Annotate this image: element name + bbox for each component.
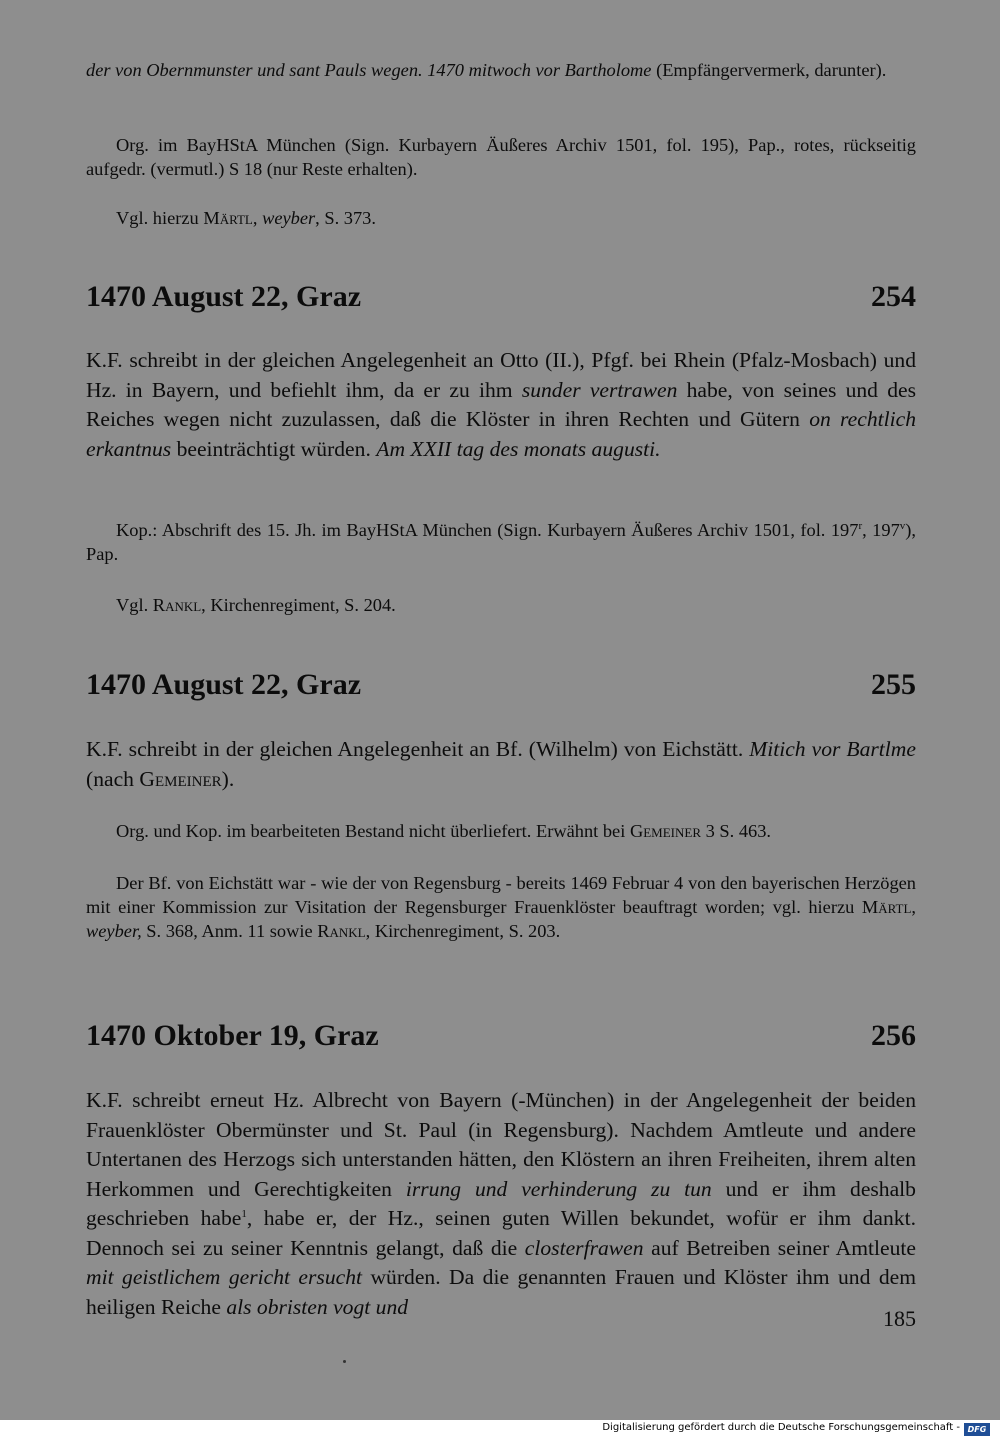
- entry-heading-255: [86, 667, 916, 703]
- entry-number: 255: [871, 668, 916, 701]
- entry-number: 256: [871, 1019, 916, 1052]
- original-note: Org. im BayHStA München (Sign. Kurbayern Äußeres Archiv 1501, fol. 195), Pap., rotes, rückseitig aufgedr. (vermutl.) S 18 (nur Reste erhalten).: [86, 135, 916, 179]
- entry-heading-256: [86, 1018, 916, 1054]
- reference-note: Vgl. hierzu Märtl, weyber, S. 373.: [116, 208, 376, 228]
- entry-summary-254: K.F. schreibt in der gleichen Angelegenheit an Otto (II.), Pfgf. bei Rhein (Pfalz-Mosbach) und Hz. in Bayern, und befiehlt ihm, da er zu ihm sunder vertrawen habe, von seines und des Reiches wegen nicht zuzulassen, daß die Klöster in ihren Rechten und Gütern on rechtlich erkantnus beeinträchtigt würden. Am XXII tag des monats augusti.: [86, 348, 916, 461]
- footer-credit: Digitalisierung gefördert durch die Deutsche Forschungsgemeinschaft -: [602, 1422, 960, 1433]
- dfg-logo-icon: DFG: [964, 1423, 990, 1436]
- footer-bar: [0, 1420, 1000, 1439]
- footnote-marker[interactable]: 1: [241, 1207, 247, 1220]
- entry-number: 254: [871, 280, 916, 313]
- entry-date: 1470 August 22, Graz: [86, 280, 362, 313]
- italic-quote: der von Obernmunster und sant Pauls wegen. 1470 mitwoch vor Bartholome: [86, 60, 652, 80]
- commentary-note-255: Der Bf. von Eichstätt war - wie der von Regensburg - bereits 1469 Februar 4 von den bayerischen Herzögen mit einer Kommission zur Visitation der Regensburger Frauenklöster beauftragt worden; vgl. hierzu Märtl, weyber, S. 368, Anm. 11 sowie Rankl, Kirchenregiment, S. 203.: [86, 873, 916, 941]
- original-note-255: Org. und Kop. im bearbeiteten Bestand nicht überliefert. Erwähnt bei Gemeiner 3 S. 463.: [116, 821, 771, 841]
- entry-summary-255: K.F. schreibt in der gleichen Angelegenheit an Bf. (Wilhelm) von Eichstätt. Mitich vor Bartlme (nach Gemeiner).: [86, 737, 916, 791]
- copy-note-254: Kop.: Abschrift des 15. Jh. im BayHStA München (Sign. Kurbayern Äußeres Archiv 1501, fol. 197$^r$, 197$^v$), Pap.: [86, 519, 916, 564]
- reference-note-254: Vgl. Rankl, Kirchenregiment, S. 204.: [116, 595, 396, 615]
- entry-date: 1470 August 22, Graz: [86, 668, 362, 701]
- continuation-paragraph: der von Obernmunster und sant Pauls wegen. 1470 mitwoch vor Bartholome (Empfängervermerk, darunter).: [86, 60, 887, 80]
- scan-speck: [343, 1360, 346, 1363]
- entry-summary-256: K.F. schreibt erneut Hz. Albrecht von Bayern (-München) in der Angelegenheit der beiden Frauenklöster Obermünster und St. Paul (in Regensburg). Nachdem Amtleute und andere Untertanen des Herzogs sich unterstanden hätten, den Klöstern an ihren Freiheiten, ihrem alten Herkommen und Gerechtigkeiten irrung und verhinderung zu tun und er ihm deshalb geschrieben habe$^1$, habe er, der Hz., seinen guten Willen bekundet, wofür er ihm dankt. Dennoch sei zu seiner Kenntnis gelangt, daß die closterfrawen auf Betreiben seiner Amtleute mit geistlichem gericht ersucht würden. Da die genannten Frauen und Klöster ihm und dem heiligen Reiche als obristen vogt und: [86, 1088, 917, 1319]
- page-number: 185: [883, 1306, 916, 1331]
- entry-date: 1470 Oktober 19, Graz: [86, 1019, 379, 1052]
- entry-heading-254: [86, 279, 916, 315]
